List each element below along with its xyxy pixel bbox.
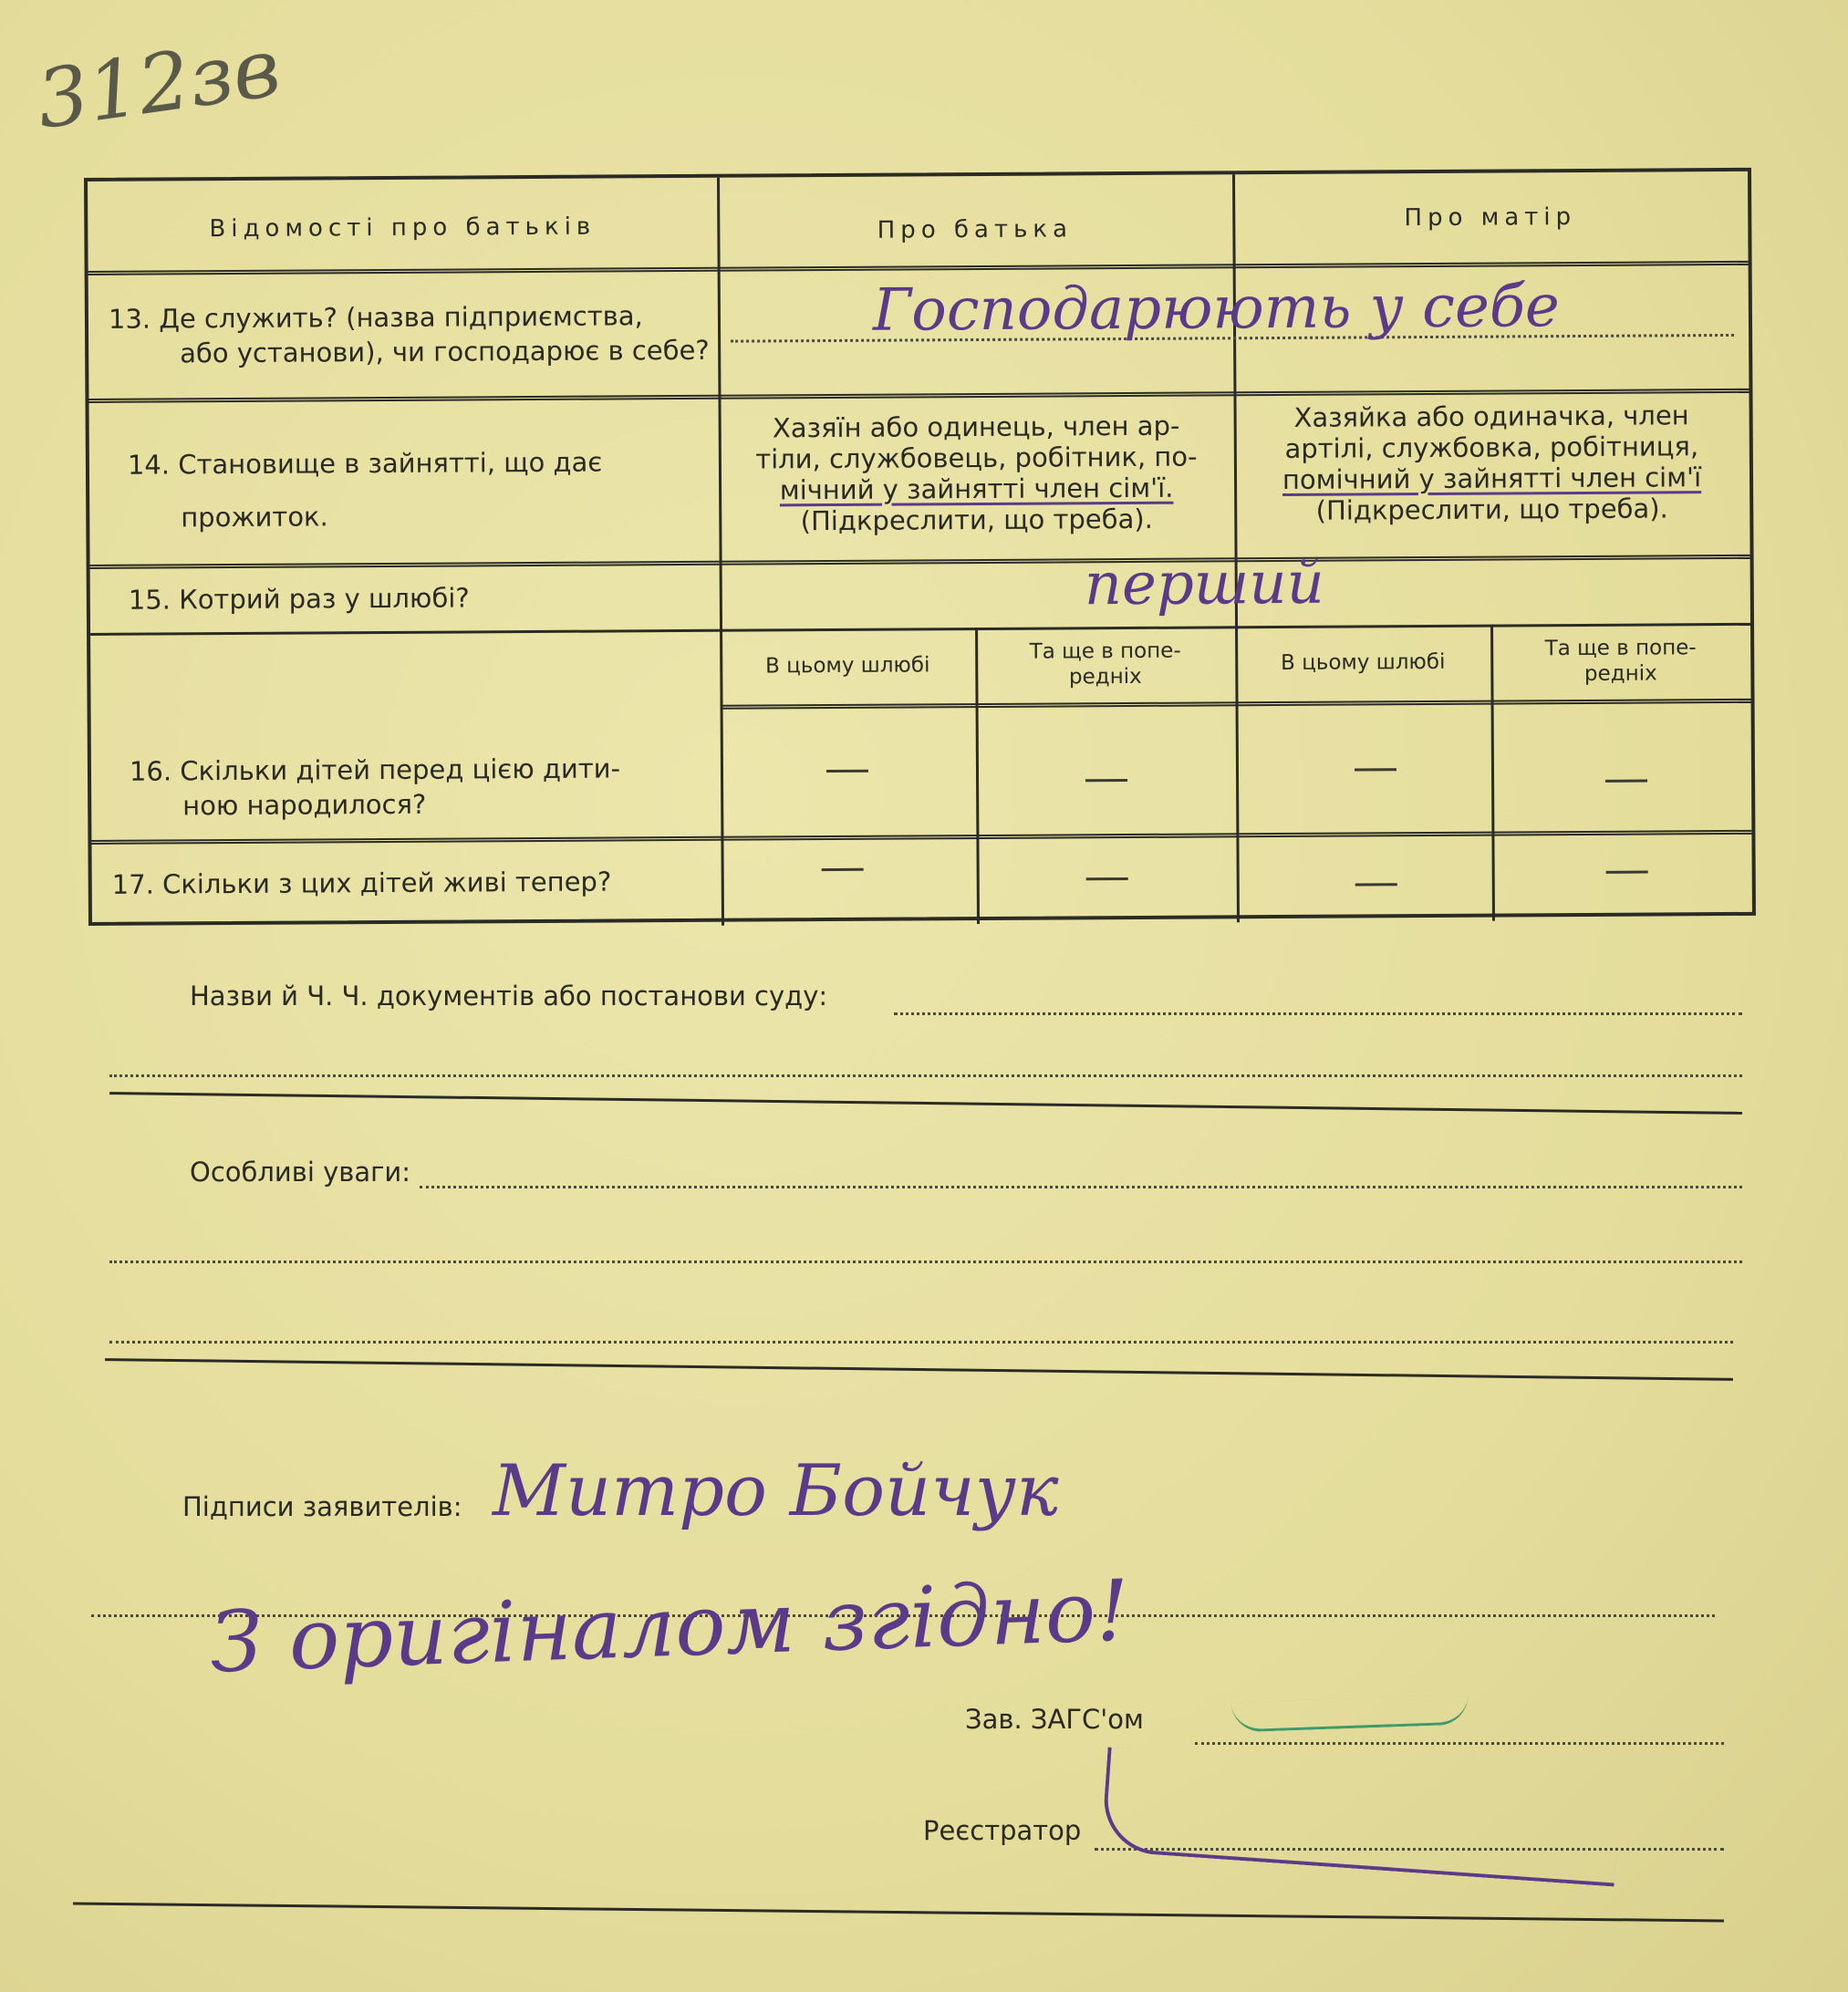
subheader-mother-previous-line1: Та ще в попе- (1544, 636, 1697, 661)
q16-label-line2: ною народилося? (182, 788, 427, 822)
bottom-rule (73, 1903, 1724, 1923)
q14-mother-line2: артілі, службовка, робітниця, (1284, 431, 1699, 464)
header-parents-info: Відомості про батьків (209, 213, 597, 244)
q14-mother-line3: помічний у зайнятті член сім'ї (1282, 462, 1702, 495)
table-rule-14 (90, 555, 1750, 569)
signatures-label: Підписи заявителів: (182, 1491, 462, 1522)
remarks-label: Особливі уваги: (190, 1157, 411, 1188)
zags-head-signature-mark (1231, 1694, 1469, 1732)
q16-father-prev-dash (1085, 779, 1127, 782)
q14-father-line4: (Підкреслити, що треба). (800, 503, 1153, 537)
q13-label (88, 298, 718, 371)
remarks-rule (105, 1358, 1733, 1381)
zags-head-line (1195, 1742, 1724, 1745)
q14-label-line2: прожиток. (181, 501, 328, 534)
q14-mother-line1: Хазяйка або одиначка, член (1293, 399, 1689, 433)
q15-handwritten-answer: перший (1084, 549, 1325, 619)
q17-mother-prev-dash (1606, 871, 1648, 874)
q16-label-line1: 16. Скільки дітей перед цією дити- (129, 752, 621, 787)
registrar-signature-mark (1101, 1747, 1622, 1886)
q17-mother-this-dash (1355, 883, 1397, 886)
subheader-mother-previous (1490, 635, 1750, 688)
registrar-label: Реєстратор (923, 1815, 1082, 1846)
table-rule-16 (91, 830, 1751, 845)
q16-mother-this-dash (1355, 768, 1396, 771)
subheader-father-previous-line1: Та ще в попе- (1029, 638, 1181, 664)
q13-label-line1: 13. Де служить? (назва підприємства, (108, 300, 643, 335)
q16-father-this-dash (826, 770, 868, 773)
q14-mother-line4: (Підкреслити, що треба). (1315, 493, 1668, 526)
applicant-signature: Митро Бойчук (493, 1450, 1059, 1532)
subheader-mother-this-marriage: В цьому шлюбі (1281, 649, 1446, 675)
documents-line-1 (894, 1012, 1742, 1015)
q14-label-line1: 14. Становище в зайнятті, що дає (127, 446, 603, 481)
q13-label-line2: або установи), чи господарює в себе? (180, 334, 710, 369)
documents-label: Назви й Ч. Ч. документів або постанови суду: (190, 980, 828, 1012)
q14-father-line1: Хазяїн або одинець, член ар- (772, 410, 1180, 444)
q16-label (109, 751, 721, 824)
q13-handwritten-answer: Господарюють у себе (872, 273, 1560, 345)
parents-info-table (84, 168, 1756, 926)
archive-mark-handwritten: 312зв (31, 19, 286, 148)
q17-father-this-dash (822, 868, 864, 871)
subheader-father-this-marriage: В цьому шлюбі (765, 653, 930, 679)
remarks-line-2 (109, 1261, 1742, 1263)
q17-father-prev-dash (1086, 877, 1128, 880)
zags-head-label: Зав. ЗАГС'ом (965, 1704, 1144, 1735)
q14-father-line3: мічний у зайнятті член сім'ї. (779, 472, 1174, 506)
verified-with-original-note: З оригіналом згідно! (208, 1561, 1131, 1692)
q17-label: 17. Скільки з цих дітей живі тепер? (111, 866, 612, 900)
documents-line-2 (109, 1074, 1742, 1077)
q14-label (89, 435, 720, 545)
header-about-father: Про батька (877, 215, 1074, 244)
documents-rule (109, 1092, 1742, 1115)
header-about-mother: Про матір (1404, 203, 1577, 233)
remarks-line-3 (109, 1341, 1733, 1344)
subheader-mother-previous-line2: редніх (1583, 661, 1657, 686)
q16-mother-prev-dash (1605, 780, 1647, 783)
q14-mother-options (1243, 399, 1741, 526)
q15-label: 15. Котрий раз у шлюбі? (128, 582, 470, 616)
q14-father-line2: тіли, службовець, робітник, по- (755, 441, 1198, 475)
table-rule-15 (90, 623, 1750, 636)
remarks-line-1 (420, 1186, 1742, 1188)
q14-father-options (728, 410, 1226, 536)
subheader-father-previous (975, 638, 1235, 690)
subheader-father-previous-line2: редніх (1068, 664, 1142, 690)
